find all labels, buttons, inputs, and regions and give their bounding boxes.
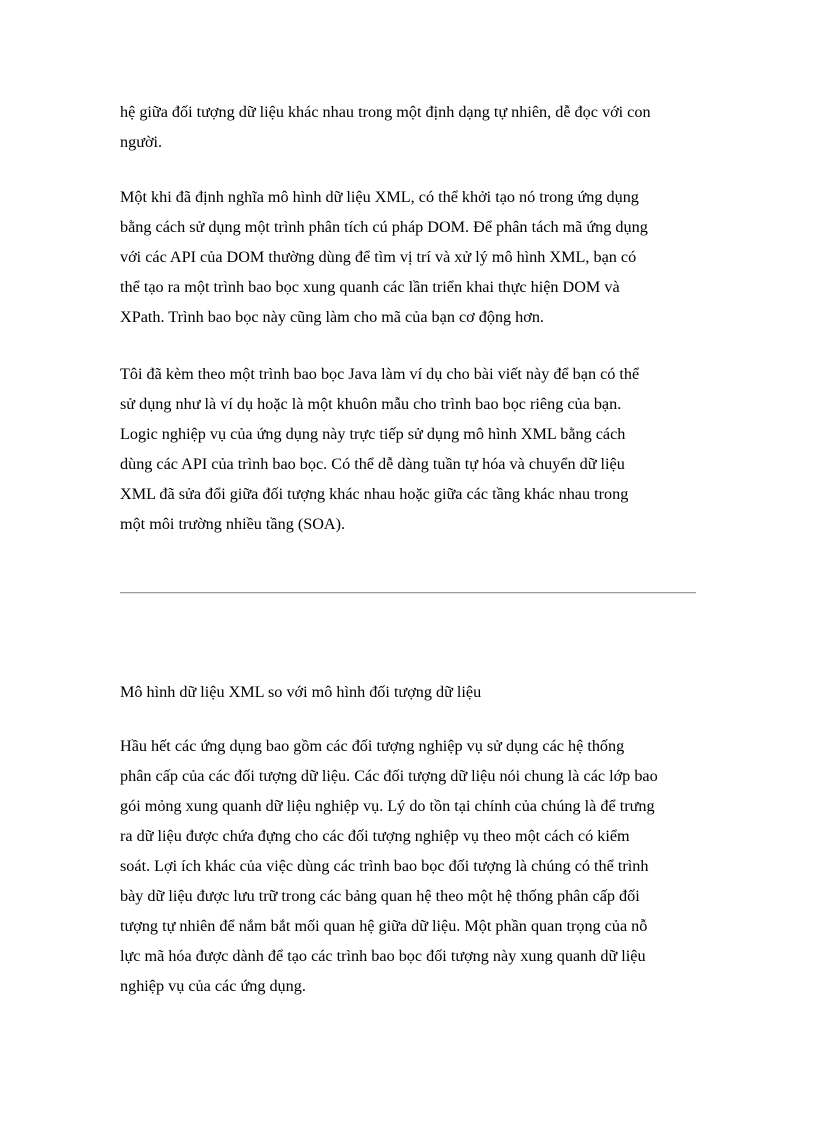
paragraph-line: hệ giữa đối tượng dữ liệu khác nhau trong một định dạng tự nhiên, dễ đọc với con xyxy=(120,103,651,121)
paragraph-line: bằng cách sử dụng một trình phân tích cú pháp DOM. Để phân tách mã ứng dụng xyxy=(120,218,648,236)
paragraph-line: lực mã hóa được dành để tạo các trình bao bọc đối tượng này xung quanh dữ liệu xyxy=(120,947,646,965)
paragraph-java-wrapper xyxy=(120,359,720,539)
paragraph-line: gói mỏng xung quanh dữ liệu nghiệp vụ. Lý do tồn tại chính của chúng là để trưng xyxy=(120,797,655,815)
paragraph-line: dùng các API của trình bao bọc. Có thể dễ dàng tuần tự hóa và chuyển dữ liệu xyxy=(120,455,625,473)
paragraph-line: sử dụng như là ví dụ hoặc là một khuôn mẫu cho trình bao bọc riêng của bạn. xyxy=(120,395,622,413)
section-heading: Mô hình dữ liệu XML so với mô hình đối tượng dữ liệu xyxy=(120,683,482,701)
horizontal-divider xyxy=(120,592,696,594)
paragraph-line: Logic nghiệp vụ của ứng dụng này trực tiếp sử dụng mô hình XML bằng cách xyxy=(120,425,626,443)
paragraph-line: Một khi đã định nghĩa mô hình dữ liệu XML, có thể khởi tạo nó trong ứng dụng xyxy=(120,188,639,206)
paragraph-line: Tôi đã kèm theo một trình bao bọc Java làm ví dụ cho bài viết này để bạn có thể xyxy=(120,365,640,383)
paragraph-line: với các API của DOM thường dùng để tìm vị trí và xử lý mô hình XML, bạn có xyxy=(120,248,637,266)
paragraph-line: thể tạo ra một trình bao bọc xung quanh các lần triển khai thực hiện DOM và xyxy=(120,278,620,296)
paragraph-line: bày dữ liệu được lưu trữ trong các bảng quan hệ theo một hệ thống phân cấp đối xyxy=(120,887,640,905)
paragraph-line: Hầu hết các ứng dụng bao gồm các đối tượng nghiệp vụ sử dụng các hệ thống xyxy=(120,737,625,755)
paragraph-line: ra dữ liệu được chứa đựng cho các đối tượng nghiệp vụ theo một cách có kiểm xyxy=(120,827,630,845)
paragraph-line: người. xyxy=(120,133,163,151)
paragraph-line: phân cấp của các đối tượng dữ liệu. Các đối tượng dữ liệu nói chung là các lớp bao xyxy=(120,767,658,785)
paragraph-line: XPath. Trình bao bọc này cũng làm cho mã của bạn cơ động hơn. xyxy=(120,308,544,326)
paragraph-data-objects xyxy=(120,731,720,1001)
paragraph-continuation xyxy=(120,97,720,157)
paragraph-line: XML đã sửa đổi giữa đối tượng khác nhau hoặc giữa các tầng khác nhau trong xyxy=(120,485,629,503)
paragraph-line: nghiệp vụ của các ứng dụng. xyxy=(120,977,306,995)
paragraph-line: soát. Lợi ích khác của việc dùng các trình bao bọc đối tượng là chúng có thể trình xyxy=(120,857,649,875)
paragraph-line: một môi trường nhiều tầng (SOA). xyxy=(120,515,346,533)
paragraph-line: tượng tự nhiên để nắm bắt mối quan hệ giữa dữ liệu. Một phần quan trọng của nỗ xyxy=(120,917,648,935)
paragraph-dom-parsing xyxy=(120,182,720,332)
